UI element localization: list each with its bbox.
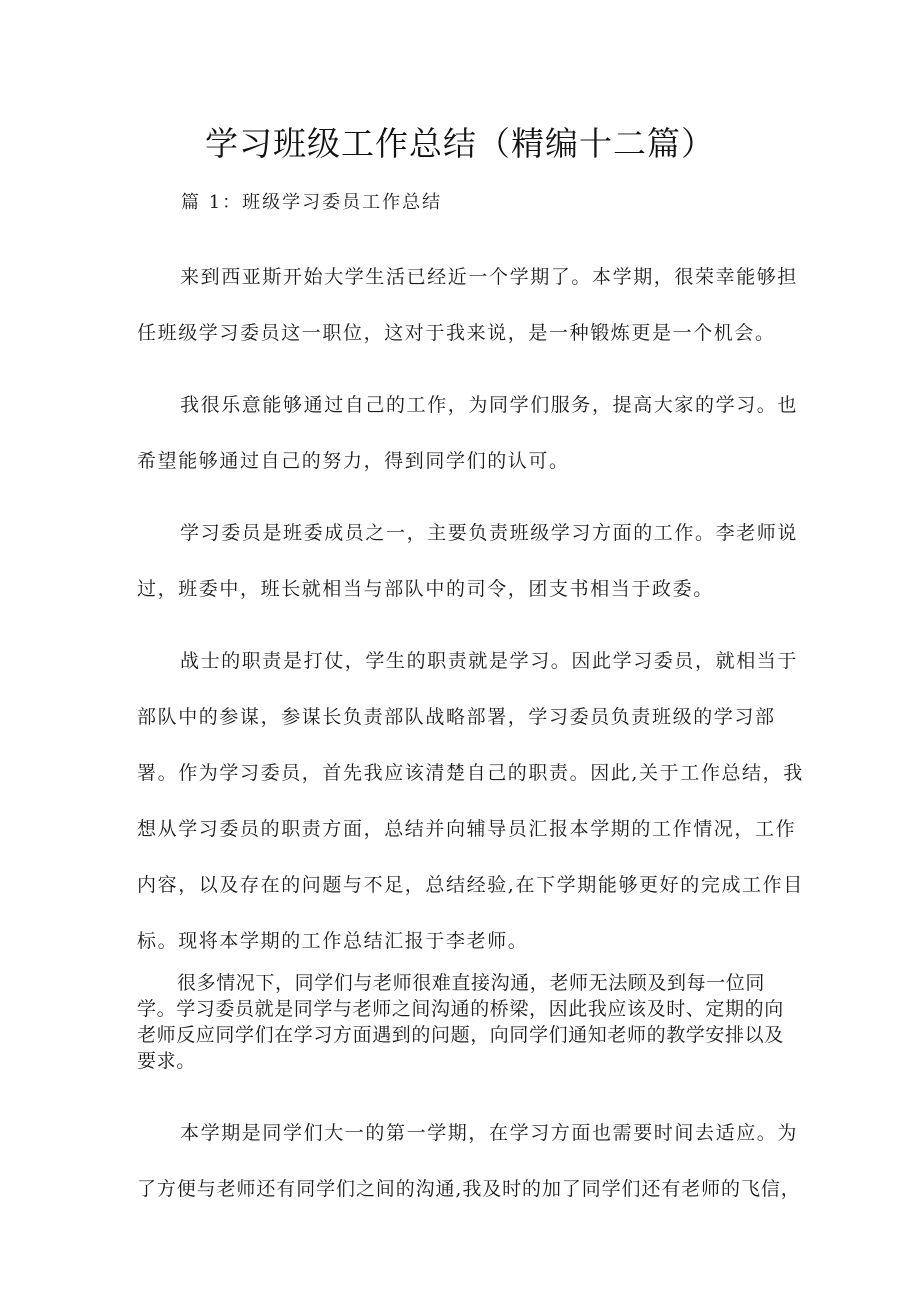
body-line: 过，班委中，班长就相当与部队中的司令，团支书相当于政委。 <box>137 578 714 600</box>
body-line: 我很乐意能够通过自己的工作，为同学们服务，提高大家的学习。也 <box>180 394 799 416</box>
body-line: 署。作为学习委员，首先我应该清楚自己的职责。因此,关于工作总结，我 <box>137 762 804 784</box>
body-line: 内容，以及存在的问题与不足，总结经验,在下学期能够更好的完成工作目 <box>137 874 804 896</box>
body-line: 部队中的参谋，参谋长负责部队战略部署，学习委员负责班级的学习部 <box>137 706 776 728</box>
body-line: 来到西亚斯开始大学生活已经近一个学期了。本学期，很荣幸能够担 <box>180 266 799 288</box>
body-line: 任班级学习委员这一职位，这对于我来说，是一种锻炼更是一个机会。 <box>137 322 776 344</box>
section-heading: 篇 1：班级学习委员工作总结 <box>181 192 443 213</box>
body-line: 战士的职责是打仗，学生的职责就是学习。因此学习委员，就相当于 <box>180 650 799 672</box>
body-line: 了方便与老师还有同学们之间的沟通,我及时的加了同学们还有老师的飞信， <box>137 1178 801 1200</box>
document-title: 学习班级工作总结（精编十二篇） <box>205 124 715 163</box>
dense-paragraph-text: 很多情况下，同学们与老师很难直接沟通，老师无法顾及到每一位同学。学习委员就是同学与老师之间沟通的桥梁，因此我应该及时、定期的向老师反应同学们在学习方面遇到的问题，向同学们通知老师的教学安排以及要求。 <box>137 972 784 1072</box>
body-line: 本学期是同学们大一的第一学期，在学习方面也需要时间去适应。为 <box>180 1122 799 1144</box>
body-line: 标。现将本学期的工作总结汇报于李老师。 <box>137 930 529 952</box>
body-line: 希望能够通过自己的努力，得到同学们的认可。 <box>137 450 570 472</box>
body-line: 想从学习委员的职责方面，总结并向辅导员汇报本学期的工作情况，工作 <box>137 818 797 840</box>
dense-paragraph <box>137 970 797 1074</box>
body-line: 学习委员是班委成员之一，主要负责班级学习方面的工作。李老师说 <box>180 522 799 544</box>
